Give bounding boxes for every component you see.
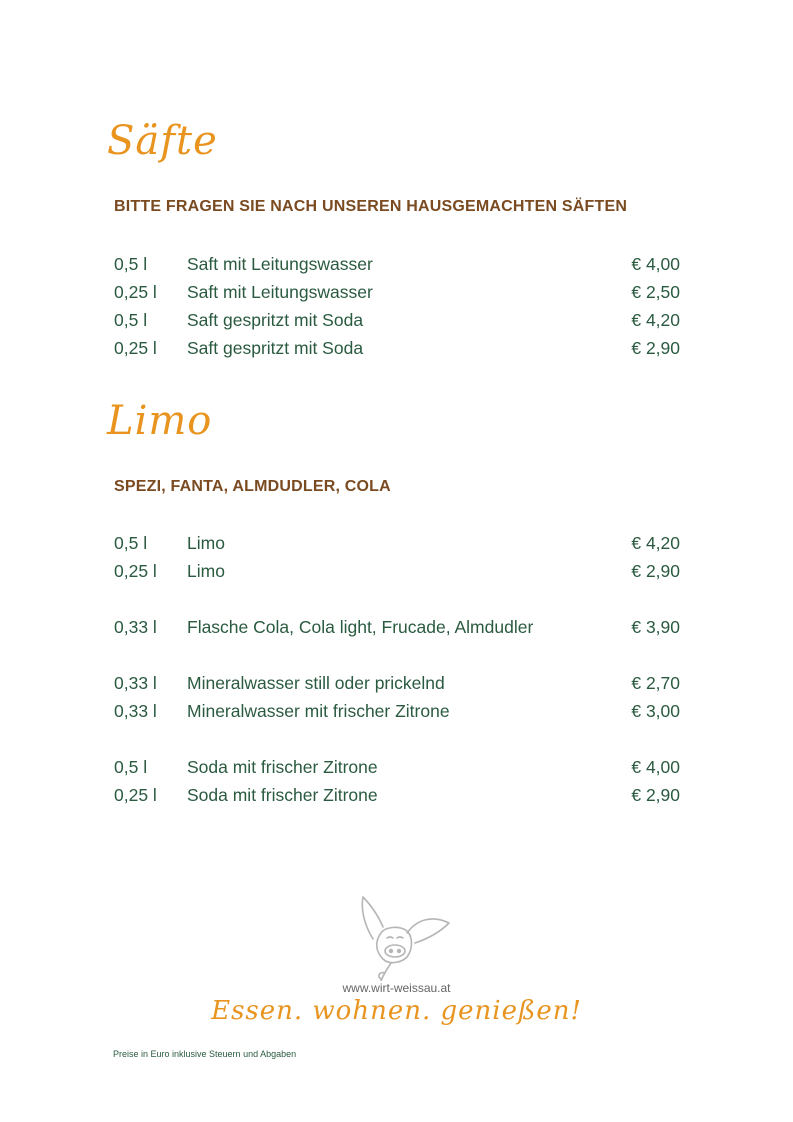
price-footnote: Preise in Euro inklusive Steuern und Abgaben — [113, 1049, 297, 1059]
section-title-saefte: Säfte — [107, 118, 218, 164]
section-subheading-saefte: BITTE FRAGEN SIE NACH UNSEREN HAUSGEMACHTEN SÄFTEN — [114, 198, 628, 215]
item-name: Limo — [187, 560, 225, 581]
item-name: Saft gespritzt mit Soda — [187, 337, 364, 358]
item-volume: 0,5 l — [114, 756, 148, 777]
menu-item — [114, 529, 680, 557]
item-volume: 0,33 l — [114, 700, 157, 721]
pig-head-icon — [355, 893, 455, 981]
menu-item — [114, 250, 680, 278]
menu-item — [114, 697, 680, 725]
item-price: € 3,00 — [631, 700, 680, 721]
item-price: € 4,00 — [631, 253, 680, 274]
item-name: Saft mit Leitungswasser — [187, 253, 373, 274]
menu-item — [114, 669, 680, 697]
item-volume: 0,25 l — [114, 337, 157, 358]
item-name: Saft mit Leitungswasser — [187, 281, 373, 302]
website-url: www.wirt-weissau.at — [342, 981, 451, 995]
item-price: € 2,70 — [631, 672, 680, 693]
item-volume: 0,5 l — [114, 532, 148, 553]
item-price: € 3,90 — [631, 616, 680, 637]
item-name: Limo — [187, 532, 225, 553]
item-volume: 0,33 l — [114, 672, 157, 693]
item-volume: 0,5 l — [114, 253, 148, 274]
section-subheading-limo: SPEZI, FANTA, ALMDUDLER, COLA — [114, 478, 391, 495]
item-volume: 0,5 l — [114, 309, 148, 330]
item-price: € 2,90 — [631, 337, 680, 358]
item-name: Mineralwasser still oder prickelnd — [187, 672, 445, 693]
item-name: Flasche Cola, Cola light, Frucade, Almdudler — [187, 616, 534, 637]
menu-item — [114, 613, 680, 641]
item-price: € 2,50 — [631, 281, 680, 302]
item-name: Saft gespritzt mit Soda — [187, 309, 364, 330]
menu-item — [114, 753, 680, 781]
menu-item — [114, 306, 680, 334]
item-price: € 2,90 — [631, 560, 680, 581]
item-volume: 0,33 l — [114, 616, 157, 637]
item-name: Soda mit frischer Zitrone — [187, 756, 378, 777]
item-name: Mineralwasser mit frischer Zitrone — [187, 700, 450, 721]
section-title-limo: Limo — [107, 398, 213, 444]
item-volume: 0,25 l — [114, 281, 157, 302]
item-name: Soda mit frischer Zitrone — [187, 784, 378, 805]
item-price: € 2,90 — [631, 784, 680, 805]
item-price: € 4,00 — [631, 756, 680, 777]
item-price: € 4,20 — [631, 309, 680, 330]
menu-item — [114, 781, 680, 809]
item-price: € 4,20 — [631, 532, 680, 553]
item-volume: 0,25 l — [114, 560, 157, 581]
item-volume: 0,25 l — [114, 784, 157, 805]
menu-item — [114, 557, 680, 585]
slogan: Essen. wohnen. genießen! — [211, 996, 582, 1026]
menu-item — [114, 334, 680, 362]
menu-item — [114, 278, 680, 306]
